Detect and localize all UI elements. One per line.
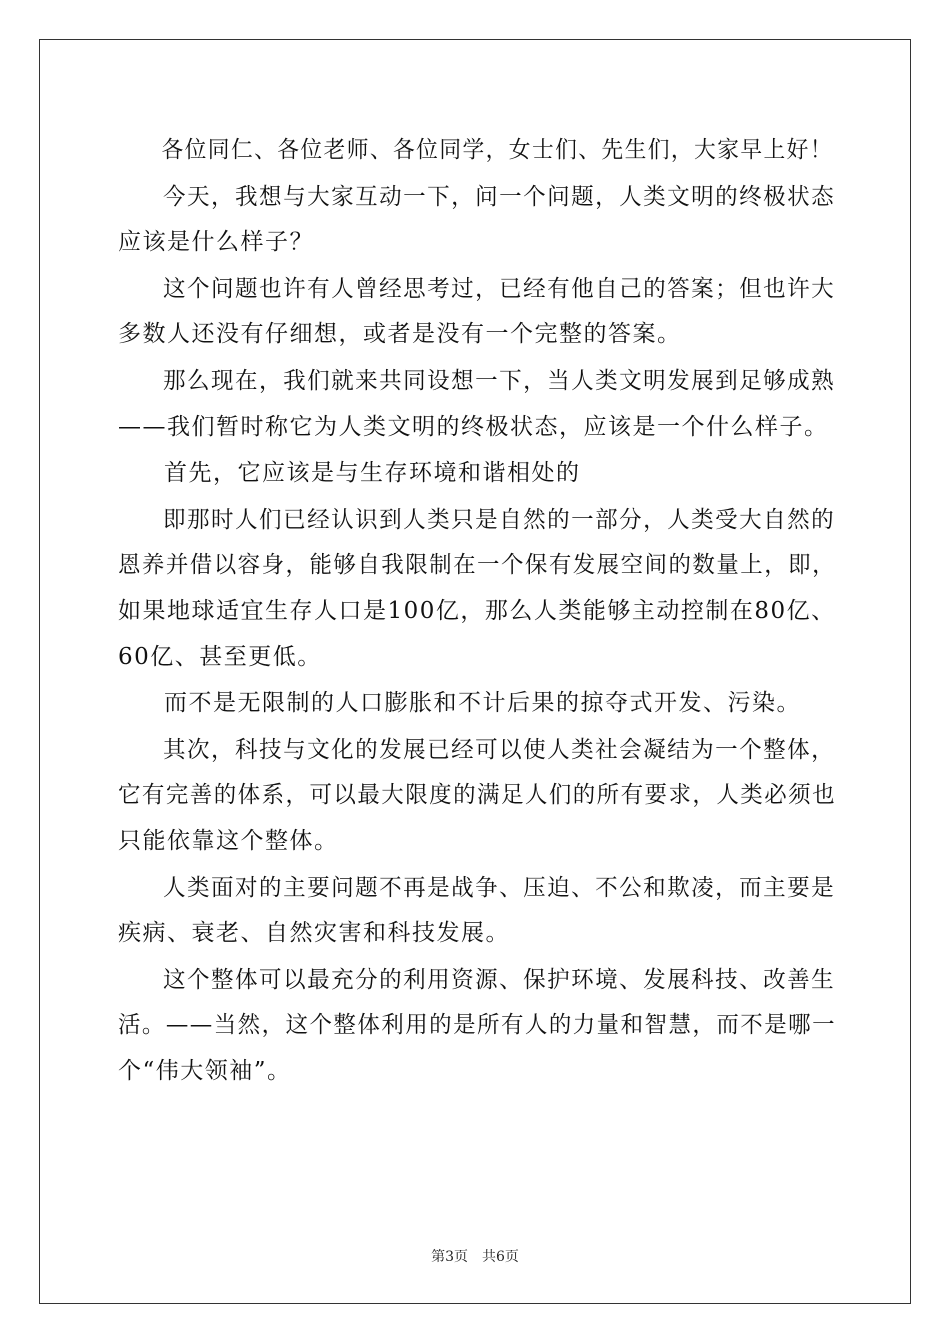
text-line: 各位同仁、各位老师、各位同学，女士们、先生们，大家早上好！ (161, 137, 833, 163)
paragraph (118, 128, 836, 174)
text-line: 疾病、衰老、自然灾害和科技发展。 (118, 920, 510, 947)
text-line: 多数人还没有仔细想，或者是没有一个完整的答案。 (118, 321, 682, 348)
text-line: 首先，它应该是与生存环境和谐相处的 (164, 460, 581, 487)
page-footer (0, 1246, 950, 1266)
text-line: 这个整体可以最充分的利用资源、保护环境、发展科技、改善生 (163, 966, 836, 993)
text-line: 60亿、甚至更低。 (118, 643, 322, 670)
text-line: 恩养并借以容身，能够自我限制在一个保有发展空间的数量上，即， (118, 552, 837, 579)
text-line: 只能依靠这个整体。 (118, 827, 339, 854)
page-number: 第3页 (431, 1249, 468, 1265)
paragraph (118, 267, 836, 358)
text-line: 人类面对的主要问题不再是战争、压迫、不公和欺凌，而主要是 (163, 874, 836, 901)
paragraph (118, 175, 836, 266)
text-line: 今天，我想与大家互动一下，问一个问题，人类文明的终极状态 (163, 183, 836, 210)
paragraph (118, 359, 836, 450)
text-line: 而不是无限制的人口膨胀和不计后果的掠夺式开发、污染。 (164, 690, 801, 717)
text-line: 如果地球适宜生存人口是100亿，那么人类能够主动控制在80亿、 (118, 597, 836, 624)
paragraph (118, 681, 836, 727)
text-line: 应该是什么样子？ (118, 229, 314, 256)
text-line: 即那时人们已经认识到人类只是自然的一部分，人类受大自然的 (163, 506, 836, 533)
paragraph (118, 958, 836, 1095)
text-line: ——我们暂时称它为人类文明的终极状态，应该是一个什么样子。 (118, 413, 829, 440)
text-line: 活。——当然，这个整体利用的是所有人的力量和智慧，而不是哪一 (118, 1012, 837, 1039)
paragraph (118, 866, 836, 957)
page-total: 共6页 (482, 1249, 519, 1265)
text-line: 个“伟大领袖”。 (118, 1057, 292, 1084)
text-line: 它有完善的体系，可以最大限度的满足人们的所有要求，人类必须也 (118, 782, 837, 809)
text-line: 那么现在，我们就来共同设想一下，当人类文明发展到足够成熟 (163, 367, 836, 394)
document-body (118, 128, 836, 1095)
text-line: 其次，科技与文化的发展已经可以使人类社会凝结为一个整体， (163, 736, 836, 763)
text-line: 这个问题也许有人曾经思考过，已经有他自己的答案；但也许大 (163, 275, 836, 302)
paragraph (118, 451, 836, 497)
paragraph (118, 498, 836, 680)
paragraph (118, 728, 836, 865)
